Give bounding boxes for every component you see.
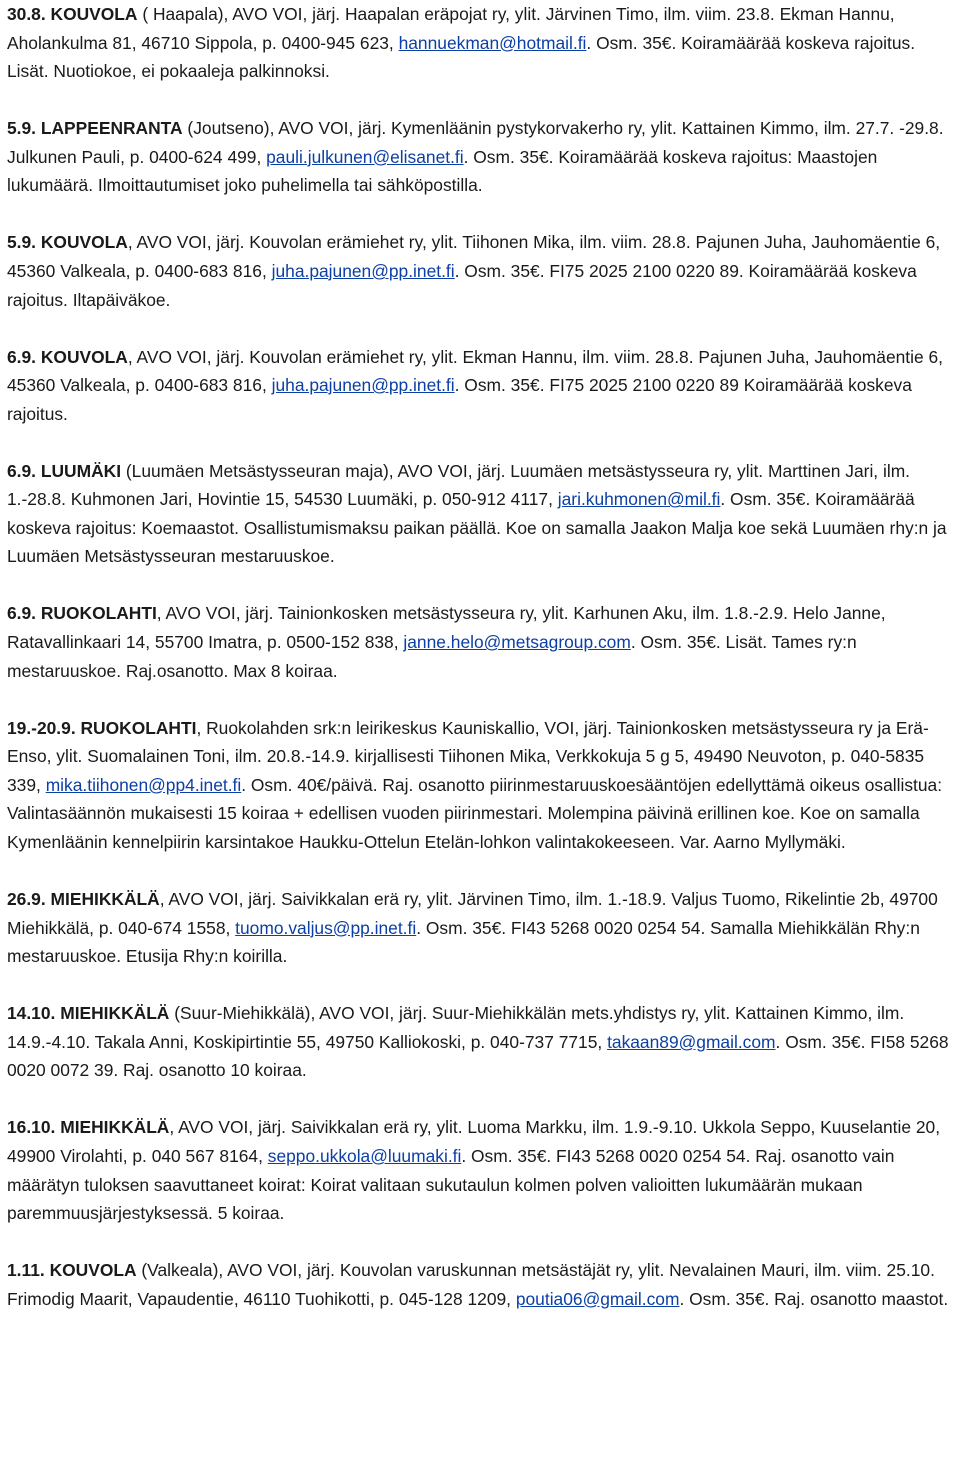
event-details-continued: . Osm. 35€. FI58 5268 0020 0072 39. Raj. osanotto 10 koiraa.	[7, 1031, 949, 1081]
event-details: ( Haapala), AVO VOI, järj. Haapalan eräpojat ry, ylit. Järvinen Timo, ilm. viim. 23.8. Ekman Hannu, Aholankulma 81, 46710 Sippola, p. 0400-945 623,	[7, 4, 895, 53]
event-location: KOUVOLA	[40, 232, 128, 253]
contact-email-link[interactable]: seppo.ukkola@luumaki.fi	[267, 1145, 462, 1166]
event-entry	[7, 0, 952, 86]
event-entry	[7, 599, 952, 685]
event-details: (Joutseno), AVO VOI, järj. Kymenläänin pystykorvakerho ry, ylit. Kattainen Kimmo, ilm. 27.7. -29.8. Julkunen Pauli, p. 0400-624 499,	[7, 118, 944, 167]
event-details: , AVO VOI, järj. Kouvolan erämiehet ry, ylit. Tiihonen Mika, ilm. viim. 28.8. Pajunen Juha, Jauhomäentie 6, 45360 Valkeala, p. 0400-683 816,	[7, 232, 941, 281]
event-location: KOUVOLA	[49, 1260, 137, 1281]
event-details-continued: . Osm. 35€. FI75 2025 2100 0220 89 Koiramäärää koskeva rajoitus.	[7, 375, 912, 424]
event-entry	[7, 343, 952, 429]
event-location: MIEHIKKÄLÄ	[60, 1117, 170, 1138]
event-location: MIEHIKKÄLÄ	[60, 1003, 170, 1024]
event-details-continued: . Osm. 35€. Koiramäärää koskeva rajoitus. Lisät. Nuotiokoe, ei pokaaleja palkinnoksi.	[7, 32, 916, 82]
event-location: RUOKOLAHTI	[80, 717, 197, 738]
event-details-continued: . Osm. 35€. Koiramäärää koskeva rajoitus: Maastojen lukumäärä. Ilmoittautumiset joko puhelimella tai sähköpostilla.	[7, 146, 878, 196]
event-details: (Luumäen Metsästysseuran maja), AVO VOI, järj. Luumäen metsästysseura ry, ylit. Marttinen Jari, ilm. 1.-28.8. Kuhmonen Jari, Hovintie 15, 54530 Luumäki, p. 050-912 4117,	[7, 460, 911, 510]
contact-email-link[interactable]: juha.pajunen@pp.inet.fi	[271, 375, 455, 396]
contact-email-link[interactable]: poutia06@gmail.com	[515, 1288, 680, 1309]
event-details: , AVO VOI, järj. Tainionkosken metsästysseura ry, ylit. Karhunen Aku, ilm. 1.8.-2.9. Helo Janne, Ratavallinkaari 14, 55700 Imatra, p. 0500-152 838,	[7, 603, 886, 653]
event-entry	[7, 457, 952, 571]
event-location: RUOKOLAHTI	[40, 603, 157, 624]
event-entry	[7, 1256, 952, 1313]
event-date: 30.8.	[7, 4, 46, 24]
event-details-continued: . Osm. 35€. FI43 5268 0020 0254 54. Raj. osanotto vain määrätyn tuloksen saavuttaneet koirat: Koirat valitaan sukutaulun kolmen polven valioitten lukumäärän mukaan paremmuusjärjestyksessä. 5 koiraa.	[7, 1145, 895, 1224]
event-entry	[7, 714, 952, 857]
event-location: LUUMÄKI	[40, 460, 122, 481]
contact-email-link[interactable]: takaan89@gmail.com	[607, 1031, 776, 1052]
event-location: MIEHIKKÄLÄ	[50, 888, 160, 909]
event-details-continued: . Osm. 35€. FI75 2025 2100 0220 89. Koiramäärää koskeva rajoitus. Iltapäiväkoe.	[7, 260, 917, 310]
event-entry	[7, 999, 952, 1085]
event-date: 5.9.	[7, 118, 37, 139]
event-date: 6.9.	[7, 460, 37, 481]
event-entry	[7, 228, 952, 314]
event-details: (Suur-Miehikkälä), AVO VOI, järj. Suur-Miehikkälän mets.yhdistys ry, ylit. Kattainen Kimmo, ilm. 14.9.-4.10. Takala Anni, Koskipirtintie 55, 49750 Kalliokoski, p. 040-737 7715,	[7, 1003, 905, 1052]
event-date: 26.9.	[7, 888, 46, 909]
contact-email-link[interactable]: mika.tiihonen@pp4.inet.fi	[45, 774, 242, 795]
event-details: , Ruokolahden srk:n leirikeskus Kauniskallio, VOI, järj. Tainionkosken metsästysseura ry ja Erä-Enso, ylit. Suomalainen Toni, ilm. 20.8.-14.9. kirjallisesti Tiihonen Mika, Verkkokuja 5 g 5, 49490 Neuvoton, p. 040-5835 339,	[7, 717, 929, 795]
event-details-continued: . Osm. 35€. Raj. osanotto maastot.	[679, 1288, 949, 1309]
event-date: 19.-20.9.	[7, 717, 76, 738]
event-details-continued: . Osm. 35€. Koiramäärää koskeva rajoitus: Koemaastot. Osallistumismaksu paikan päällä. Koe on samalla Jaakon Malja koe sekä Luumäen rhy:n ja Luumäen Metsästysseuran mestaruuskoe.	[7, 489, 947, 567]
event-date: 6.9.	[7, 603, 37, 624]
contact-email-link[interactable]: jari.kuhmonen@mil.fi	[557, 489, 721, 510]
event-entry	[7, 114, 952, 200]
contact-email-link[interactable]: janne.helo@metsagroup.com	[403, 632, 631, 653]
contact-email-link[interactable]: juha.pajunen@pp.inet.fi	[271, 260, 455, 281]
event-date: 1.11.	[7, 1260, 45, 1281]
event-details: , AVO VOI, järj. Kouvolan erämiehet ry, ylit. Ekman Hannu, ilm. viim. 28.8. Pajunen Juha, Jauhomäentie 6, 45360 Valkeala, p. 0400-683 816,	[7, 346, 944, 396]
contact-email-link[interactable]: pauli.julkunen@elisanet.fi	[266, 146, 464, 167]
event-details: , AVO VOI, järj. Saivikkalan erä ry, ylit. Luoma Markku, ilm. 1.9.-9.10. Ukkola Seppo, Kuuselantie 20, 49900 Virolahti, p. 040 567 8164,	[7, 1117, 941, 1166]
event-entry	[7, 885, 952, 971]
event-location: KOUVOLA	[50, 4, 138, 24]
event-date: 16.10.	[7, 1117, 56, 1138]
contact-email-link[interactable]: hannuekman@hotmail.fi	[398, 32, 587, 53]
event-location: KOUVOLA	[40, 346, 128, 367]
event-details: (Valkeala), AVO VOI, järj. Kouvolan varuskunnan metsästäjät ry, ylit. Nevalainen Mauri, ilm. viim. 25.10. Frimodig Maarit, Vapaudentie, 46110 Tuohikotti, p. 045-128 1209,	[7, 1260, 935, 1309]
event-details-continued: . Osm. 40€/päivä. Raj. osanotto piirinmestaruuskoesääntöjen edellyttämä oikeus osallistua: Valintasäännön mukaisesti 15 koiraa + edellisen vuoden piirinmestari. Molempina päivinä erillinen koe. Koe on samalla Kymenläänin kennelpiirin karsintakoe Haukku-Ottelun Etelän-lohkon valintakokeeseen. Var. Aarno Myllymäki.	[7, 774, 943, 852]
event-details: , AVO VOI, järj. Saivikkalan erä ry, ylit. Järvinen Timo, ilm. 1.-18.9. Valjus Tuomo, Rikelintie 2b, 49700 Miehikkälä, p. 040-674 1558,	[7, 888, 938, 938]
event-location: LAPPEENRANTA	[40, 118, 183, 139]
contact-email-link[interactable]: tuomo.valjus@pp.inet.fi	[235, 917, 417, 938]
event-details-continued: . Osm. 35€. Lisät. Tames ry:n mestaruuskoe. Raj.osanotto. Max 8 koiraa.	[7, 632, 857, 681]
event-entry	[7, 1113, 952, 1227]
event-date: 6.9.	[7, 346, 37, 367]
event-date: 14.10.	[7, 1003, 56, 1024]
event-details-continued: . Osm. 35€. FI43 5268 0020 0254 54. Samalla Miehikkälän Rhy:n mestaruuskoe. Etusija Rhy:n koirilla.	[7, 917, 920, 967]
event-date: 5.9.	[7, 232, 37, 253]
